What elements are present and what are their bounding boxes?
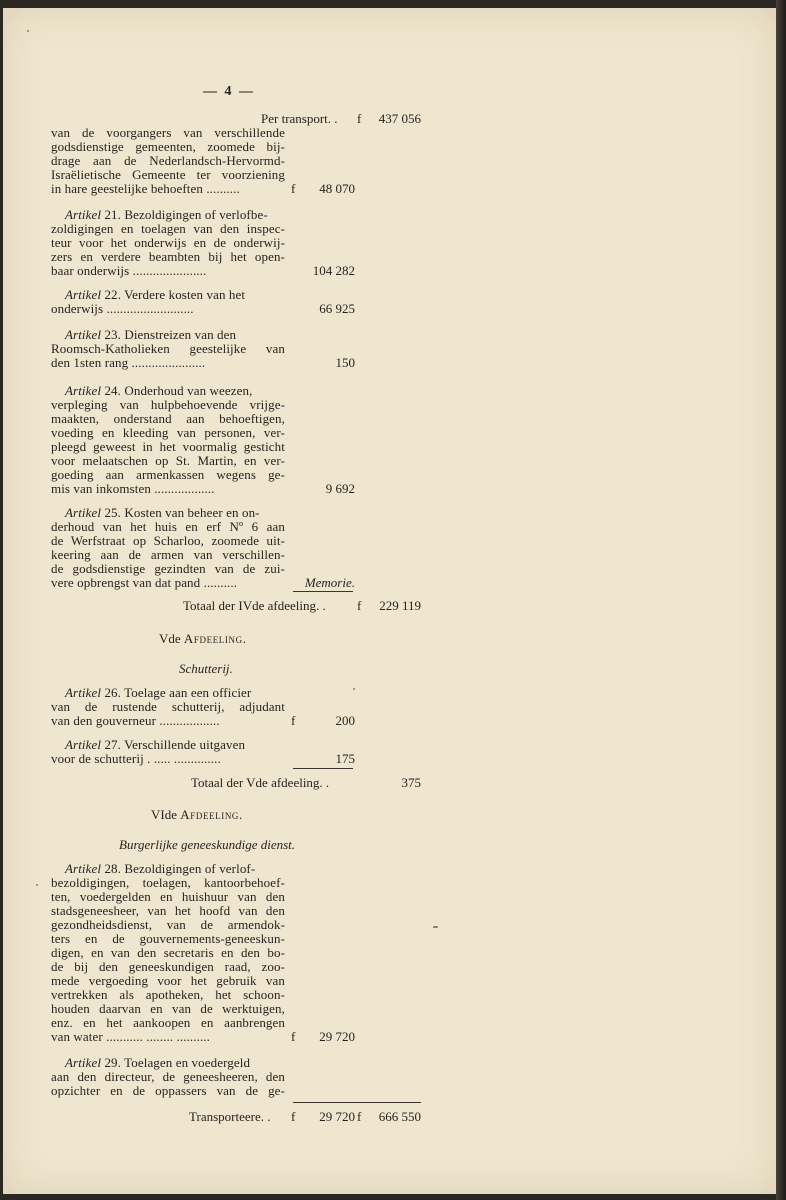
text-line: drage aan de Nederlandsch-Hervormd-	[51, 153, 285, 168]
line-amount: 175	[335, 751, 355, 766]
article-label: Artikel	[65, 207, 102, 222]
article-label: Artikel	[65, 685, 102, 700]
section-heading	[151, 808, 243, 822]
article-heading	[65, 288, 245, 302]
section-title: Afdeeling.	[183, 631, 247, 646]
text-line-leader: mis van inkomsten ..................	[51, 481, 215, 496]
article-heading	[65, 738, 245, 752]
article-label: Artikel	[65, 861, 102, 876]
text-line: opzichter en de oppassers van de ge-	[51, 1083, 285, 1098]
article-text: Verdere kosten van het	[124, 287, 246, 302]
carry-forward-amount: 437 056	[378, 111, 421, 126]
text-line: de Werfstraat op Scharloo, zoomede uit-	[51, 533, 285, 548]
text-line: teur voor het onderwijs en de onderwij-	[51, 235, 285, 250]
sum-rule	[293, 1102, 421, 1103]
currency-symbol: f	[291, 713, 296, 728]
article-label: Artikel	[65, 327, 102, 342]
carry-forward-label: Per transport. .	[261, 111, 338, 126]
paper-speck	[27, 30, 29, 32]
article-text: Dienstreizen van den	[124, 327, 237, 342]
article-heading	[65, 208, 268, 222]
text-line: zers en verdere beambten bij het open-	[51, 249, 285, 264]
line-amount: 9 692	[325, 481, 355, 496]
text-line: ten, voedergelden en huishuur van den	[51, 889, 285, 904]
paper-speck	[433, 926, 438, 928]
document-page	[3, 8, 776, 1194]
text-line-leader: vere opbrengst van dat pand ..........	[51, 575, 238, 590]
total-label: Totaal der Vde afdeeling. .	[191, 775, 330, 790]
article-number: 22.	[104, 287, 121, 302]
text-line: bezoldigingen, toelagen, kantoorbehoef-	[51, 875, 285, 890]
text-line: keering aan de armen van verschillen-	[51, 547, 285, 562]
text-line: houden daarvan en van de werktuigen,	[51, 1001, 285, 1016]
text-line: pleegd geweest in het voormalig gesticht	[51, 439, 285, 454]
total-amount: 375	[401, 775, 421, 790]
article-number: 21.	[104, 207, 121, 222]
section-heading	[159, 632, 247, 646]
sum-rule	[293, 768, 353, 769]
article-number: 25.	[104, 505, 121, 520]
article-number: 23.	[104, 327, 121, 342]
transport-subtotal: 29 720	[319, 1109, 355, 1124]
total-amount: 229 119	[379, 598, 421, 613]
line-amount: 48 070	[319, 181, 355, 196]
line-amount: 200	[335, 713, 355, 728]
text-line: gezondheidsdienst, van de armendok-	[51, 917, 285, 932]
text-line: de godsdienstige gezindten van de zui-	[51, 561, 285, 576]
text-line: derhoud van het huis en erf Nº 6 aan	[51, 519, 285, 534]
article-text: Bezoldigingen of verlofbe-	[124, 207, 268, 222]
article-number: 27.	[104, 737, 121, 752]
article-label: Artikel	[65, 505, 102, 520]
article-heading	[65, 506, 260, 520]
article-text: Toelage aan een officier	[124, 685, 252, 700]
text-line: vertrekken als apotheken, het schoon-	[51, 987, 285, 1002]
article-text: Onderhoud van weezen,	[124, 383, 253, 398]
article-number: 26.	[104, 685, 121, 700]
article-text: Verschillende uitgaven	[124, 737, 246, 752]
currency-symbol: f	[357, 111, 362, 126]
text-line: van de voorgangers van verschillende	[51, 125, 285, 140]
text-line: zoldigingen en toelagen van den inspec-	[51, 221, 285, 236]
section-subtitle: Burgerlijke geneeskundige dienst.	[119, 837, 296, 852]
text-line: digen, en van den secretaris en den bo-	[51, 945, 285, 960]
line-amount: 104 282	[312, 263, 355, 278]
article-label: Artikel	[65, 287, 102, 302]
article-text: Kosten van beheer en on-	[124, 505, 260, 520]
text-line: maakten, onderstand aan behoeftigen,	[51, 411, 285, 426]
article-number: 24.	[104, 383, 121, 398]
text-line: enz. en het aankoopen en aanbrengen	[51, 1015, 285, 1030]
text-line-leader: den 1sten rang ......................	[51, 355, 206, 370]
line-amount: Memorie.	[304, 575, 355, 590]
article-heading	[65, 384, 252, 398]
section-subtitle: Schutterij.	[179, 661, 233, 676]
text-line: de bij den geneeskundigen raad, zoo-	[51, 959, 285, 974]
paper-speck	[353, 688, 355, 690]
text-line-leader: voor de schutterij . ..... ..............	[51, 751, 221, 766]
transport-label: Transporteere. .	[189, 1109, 271, 1124]
line-amount: 66 925	[319, 301, 355, 316]
text-line: mede vergoeding voor het gebruik van	[51, 973, 285, 988]
article-label: Artikel	[65, 383, 102, 398]
text-line: voeding en kleeding van personen, ver-	[51, 425, 285, 440]
article-text: Toelagen en voedergeld	[124, 1055, 251, 1070]
section-title: Afdeeling.	[180, 807, 243, 822]
text-line: Roomsch-Katholieken geestelijke van	[51, 341, 285, 356]
book-spine-edge	[776, 0, 786, 1200]
text-line-leader: van water ........... ........ ..........	[51, 1029, 210, 1044]
article-number: 29.	[104, 1055, 121, 1070]
text-line: Israëlietische Gemeente ter voorziening	[51, 167, 285, 182]
article-heading	[65, 862, 255, 876]
line-amount: 150	[335, 355, 355, 370]
text-line-leader: van den gouverneur ..................	[51, 713, 220, 728]
article-number: 28.	[104, 861, 121, 876]
text-line: goeding aan armenkassen wegens ge-	[51, 467, 285, 482]
currency-symbol: f	[291, 1029, 296, 1044]
article-label: Artikel	[65, 1055, 102, 1070]
page-number: — 4 —	[203, 84, 255, 99]
section-number: VIde	[151, 807, 177, 822]
paper-speck	[36, 884, 38, 886]
text-line-leader: in hare geestelijke behoeften ..........	[51, 181, 240, 196]
article-heading	[65, 686, 251, 700]
text-line: godsdienstige gemeenten, zoomede bij-	[51, 139, 285, 154]
currency-symbol: f	[291, 181, 296, 196]
text-line-leader: onderwijs ..........................	[51, 301, 194, 316]
currency-symbol: f	[357, 598, 362, 613]
text-line: van de rustende schutterij, adjudant	[51, 699, 285, 714]
currency-symbol: f	[357, 1109, 362, 1124]
line-amount: 29 720	[319, 1029, 355, 1044]
sum-rule	[293, 591, 353, 592]
transport-total: 666 550	[378, 1109, 421, 1124]
text-line: aan den directeur, de geneesheeren, den	[51, 1069, 285, 1084]
text-line: stadsgeneesheer, van het hoofd van den	[51, 903, 285, 918]
text-line: voor melaatschen op St. Martin, en ver-	[51, 453, 285, 468]
text-line-leader: baar onderwijs ......................	[51, 263, 207, 278]
section-number: Vde	[159, 631, 181, 646]
article-label: Artikel	[65, 737, 102, 752]
text-line: ters en de gouvernements-geneeskun-	[51, 931, 285, 946]
currency-symbol: f	[291, 1109, 296, 1124]
article-heading	[65, 328, 236, 342]
total-label: Totaal der IVde afdeeling. .	[183, 598, 326, 613]
text-line: verpleging van hulpbehoevende vrijge-	[51, 397, 285, 412]
article-heading	[65, 1056, 250, 1070]
article-text: Bezoldigingen of verlof-	[124, 861, 256, 876]
